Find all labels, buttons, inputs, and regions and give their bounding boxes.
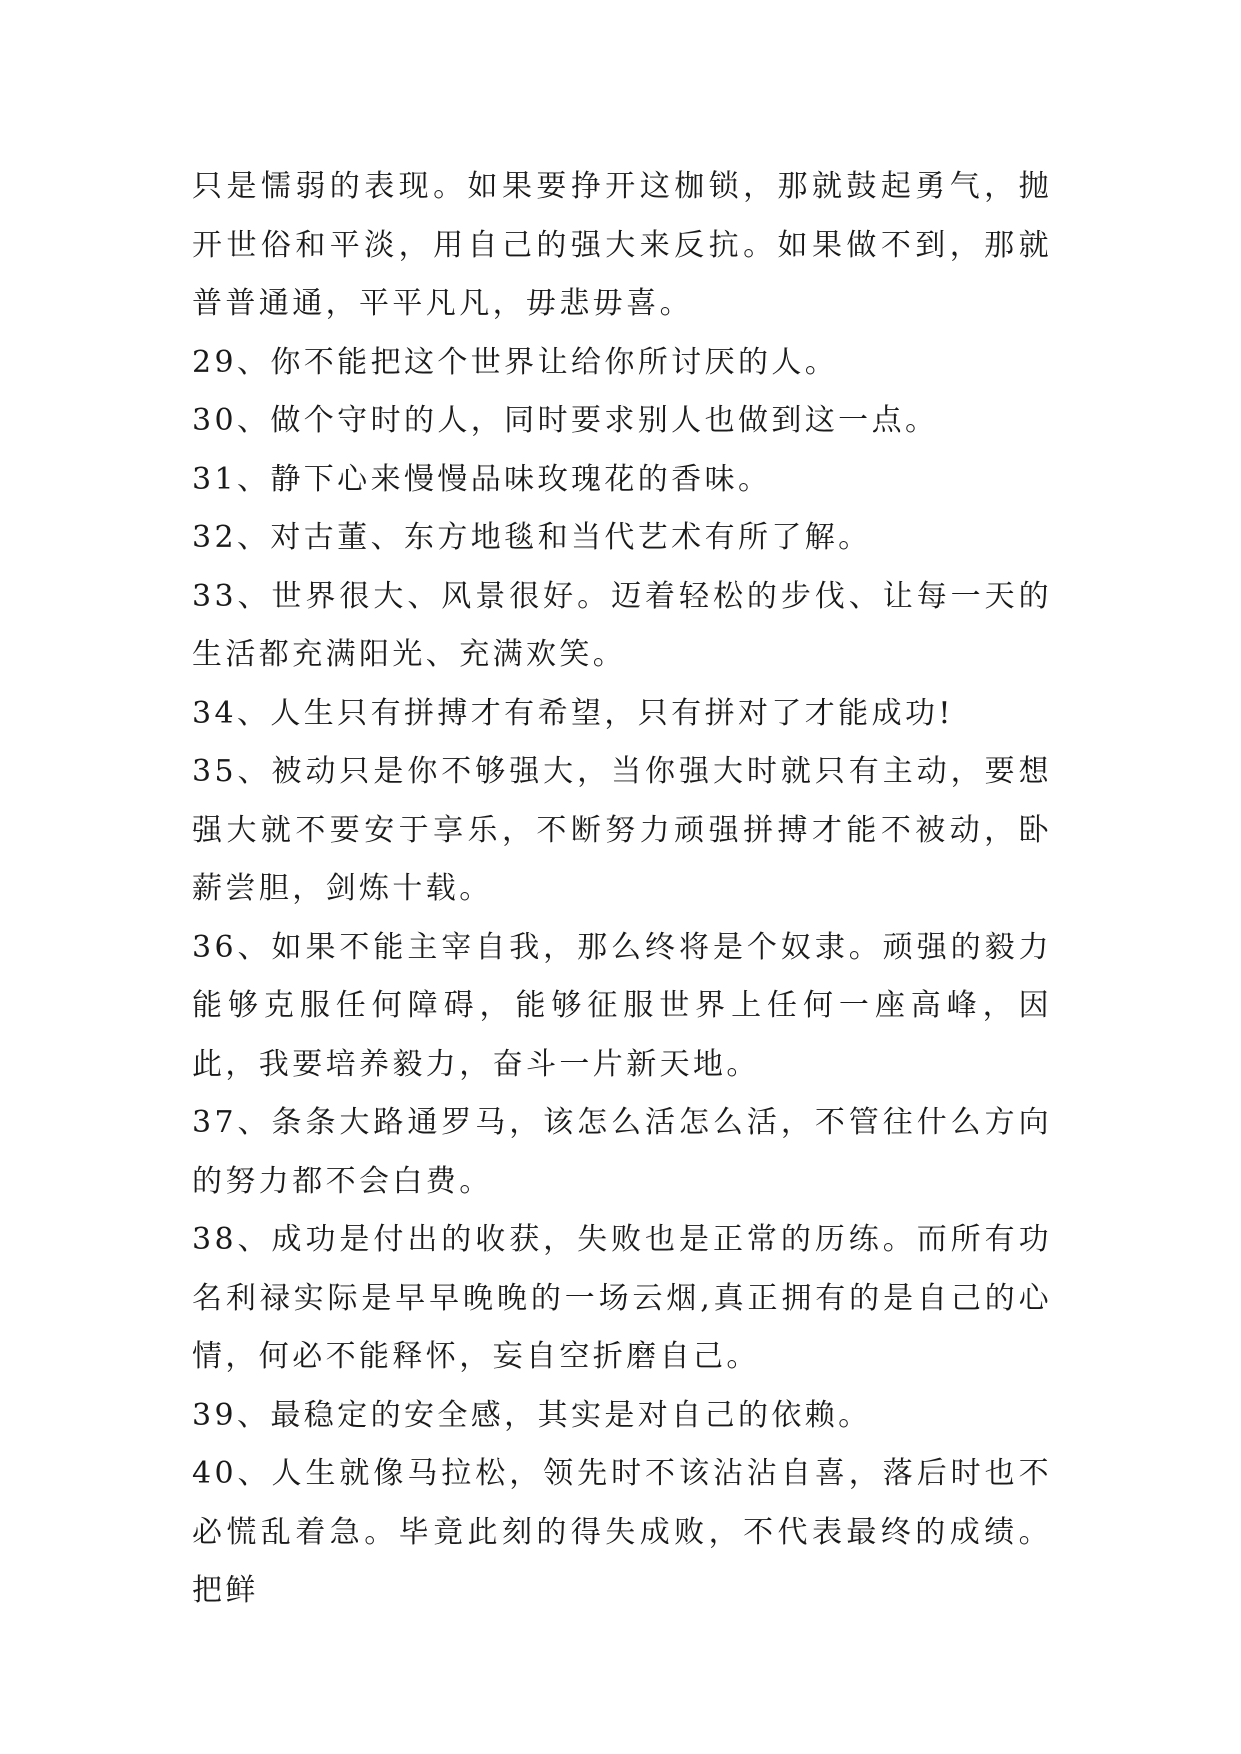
list-item-35: 35、被动只是你不够强大，当你强大时就只有主动，要想强大就不要安于享乐，不断努力顽强拼搏才能不被动，卧薪尝胆，剑炼十载。 — [192, 754, 1052, 906]
list-item-38: 38、成功是付出的收获，失败也是正常的历练。而所有功名利禄实际是早早晚晚的一场云烟,真正拥有的是自己的心情，何必不能释怀，妄自空折磨自己。 — [192, 1222, 1052, 1374]
list-item-29: 29、你不能把这个世界让给你所讨厌的人。 — [192, 344, 839, 380]
list-item-33: 33、世界很大、风景很好。迈着轻松的步伐、让每一天的生活都充满阳光、充满欢笑。 — [192, 578, 1052, 672]
list-item-36: 36、如果不能主宰自我，那么终将是个奴隶。顽强的毅力能够克服任何障碍，能够征服世界上任何一座高峰，因此，我要培养毅力，奋斗一片新天地。 — [192, 929, 1052, 1082]
list-item-39: 39、最稳定的安全感，其实是对自己的依赖。 — [192, 1397, 872, 1433]
list-item-34: 34、人生只有拼搏才有希望，只有拼对了才能成功! — [192, 695, 954, 731]
list-item-30: 30、做个守时的人，同时要求别人也做到这一点。 — [192, 403, 939, 438]
list-item-37: 37、条条大路通罗马，该怎么活怎么活，不管往什么方向的努力都不会白费。 — [192, 1105, 1052, 1199]
list-item-40: 40、人生就像马拉松，领先时不该沾沾自喜，落后时也不必慌乱着急。毕竟此刻的得失成败，不代表最终的成绩。把鲜 — [192, 1456, 1052, 1608]
list-item-31: 31、静下心来慢慢品味玫瑰花的香味。 — [192, 461, 772, 497]
paragraph-continuation: 只是懦弱的表现。如果要挣开这枷锁，那就鼓起勇气，抛开世俗和平淡，用自己的强大来反抗。如果做不到，那就普普通通，平平凡凡，毋悲毋喜。 — [192, 169, 1052, 321]
document-body — [192, 158, 1052, 1621]
list-item-32: 32、对古董、东方地毯和当代艺术有所了解。 — [192, 520, 872, 555]
